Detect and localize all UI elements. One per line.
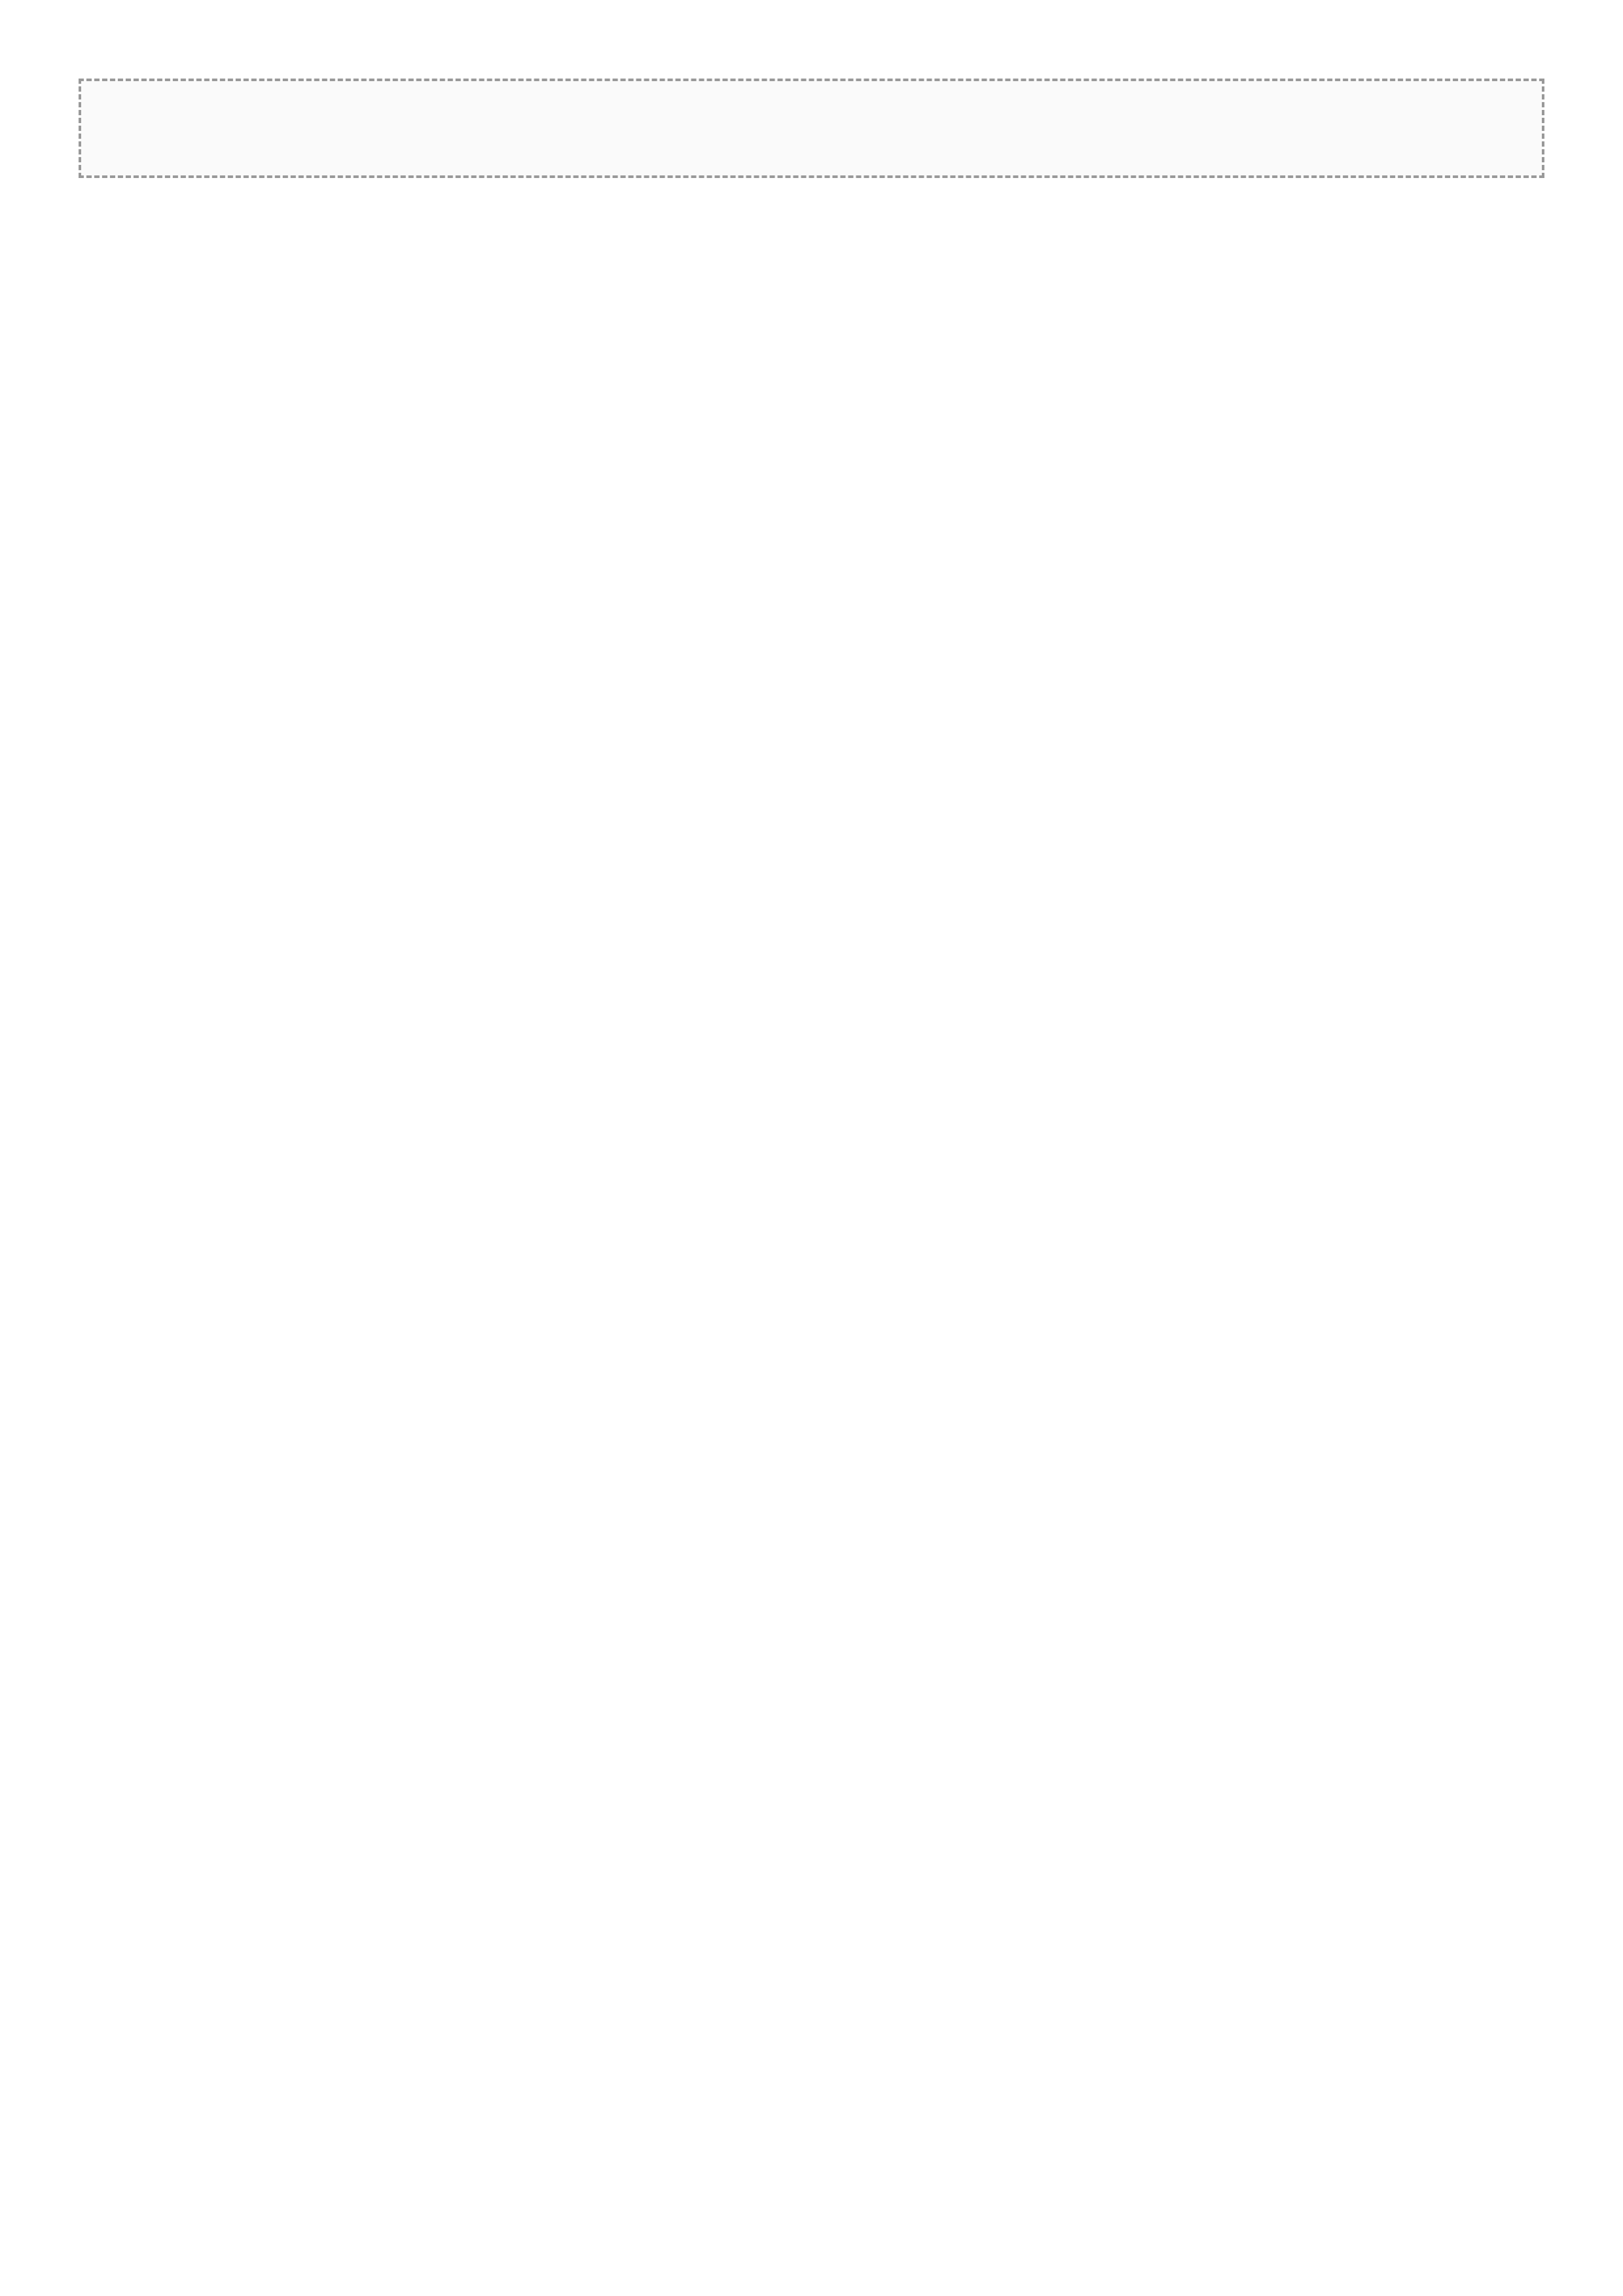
placeholder-notice bbox=[79, 79, 1544, 178]
